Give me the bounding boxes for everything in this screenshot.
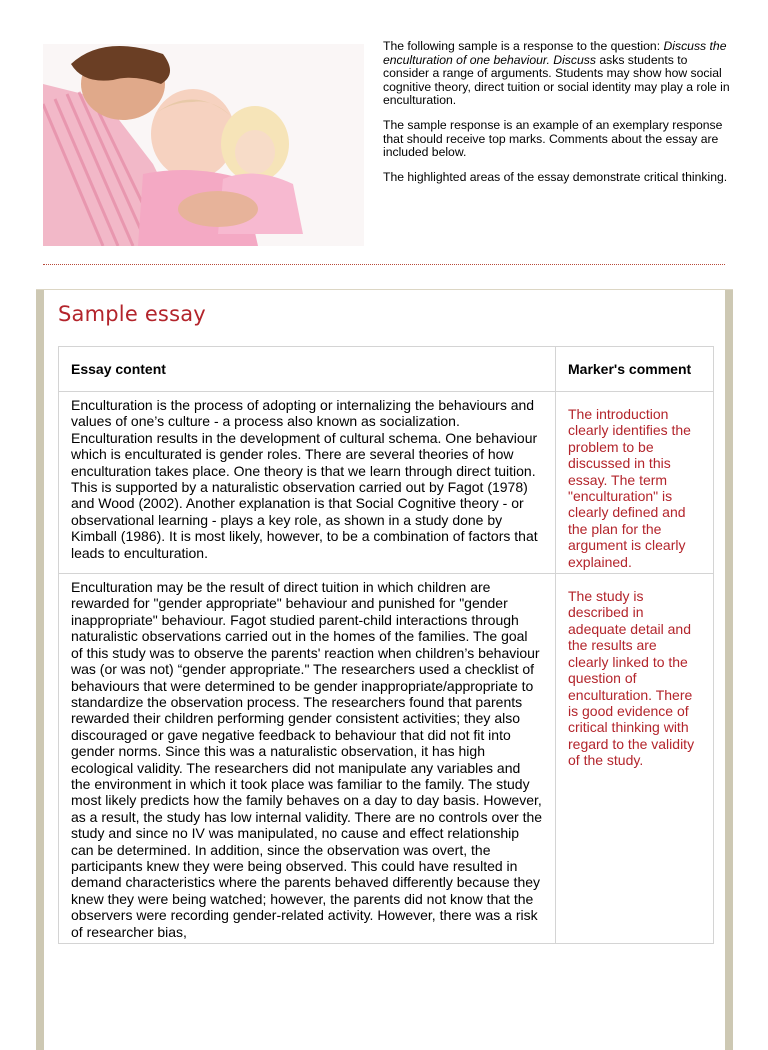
sample-essay-panel bbox=[36, 289, 733, 1050]
essay-content-cell: Enculturation may be the result of direct tuition in which children are rewarded for "gender appropriate" behaviour and punished for "gender inappropriate" behaviour. Fagot studied parent-child interactions through naturalistic observations carried out in the homes of the families. The goal of this study was to observe the parents' reaction when children’s behaviour was (or was not) “gender appropriate." The researchers used a checklist of behaviours that were determined to be gender inappropriate/appropriate to standardize the observation process. The researchers found that parents rewarded their children performing gender consistent activities; they also discouraged or gave negative feedback to behaviour that did not fit into gender norms. Since this was a naturalistic observation, it has high ecological validity. The researchers did not manipulate any variables and the environment in which it took place was familiar to the family. The study most likely predicts how the family behaves on a day to day basis. However, as a result, the study has low internal validity. There are no controls over the study and since no IV was manipulated, no cause and effect relationship can be determined. In addition, since the observation was overt, the participants knew they were being observed. This could have resulted in demand characteristics where the parents behaved differently because they knew they were being watched; however, the parents did not know that the observers were recording gender-related activity. However, there was a risk of researcher bias, bbox=[59, 574, 556, 944]
section-title: Sample essay bbox=[58, 302, 206, 326]
marker-comment-cell: The study is described in adequate detail and the results are clearly linked to the question of enculturation. There is good evidence of critical thinking with regard to the validity of the study. bbox=[556, 574, 714, 944]
panel-border-left bbox=[36, 290, 44, 1050]
table-row bbox=[59, 392, 714, 574]
essay-table bbox=[58, 346, 714, 944]
dotted-divider bbox=[43, 264, 725, 265]
intro-paragraph-3: The highlighted areas of the essay demonstrate critical thinking. bbox=[383, 169, 728, 184]
essay-content-cell: Enculturation is the process of adopting or internalizing the behaviours and values of one’s culture - a process also known as socialization. Enculturation results in the development of cultural schema. One behaviour which is enculturated is gender roles. There are several theories of how enculturation takes place. One theory is that we learn through direct tuition. This is supported by a naturalistic observation carried out by Fagot (1978) and Wood (2002). Another explanation is that Social Cognitive theory - or observational learning - plays a key role, as shown in a study done by Kimball (1986). It is most likely, however, to be a combination of factors that leads to enculturation. bbox=[59, 392, 556, 574]
intro-paragraph-1 bbox=[383, 40, 733, 108]
intro-text bbox=[383, 40, 733, 195]
father-baby-doll-illustration bbox=[43, 44, 364, 246]
intro-p1-prefix: The following sample is a response to the question: bbox=[383, 39, 664, 53]
header-photo bbox=[43, 44, 364, 246]
intro-p1-suffix: asks students to consider a range of arguments. Students may show how social cognitive theory, direct tuition or social identity may play a role in enculturation. bbox=[383, 52, 730, 108]
intro-question: Discuss the enculturation of one behaviour. Discuss bbox=[383, 39, 727, 67]
header-essay-content: Essay content bbox=[59, 347, 556, 392]
header-markers-comment: Marker's comment bbox=[556, 347, 714, 392]
panel-border-right bbox=[725, 290, 733, 1050]
marker-comment-cell: The introduction clearly identifies the problem to be discussed in this essay. The term "enculturation" is clearly defined and the plan for the argument is clearly explained. bbox=[556, 392, 714, 574]
intro-paragraph-2: The sample response is an example of an exemplary response that should receive top marks. Comments about the essay are included below. bbox=[383, 117, 723, 160]
table-header-row bbox=[59, 347, 714, 392]
table-row bbox=[59, 574, 714, 944]
